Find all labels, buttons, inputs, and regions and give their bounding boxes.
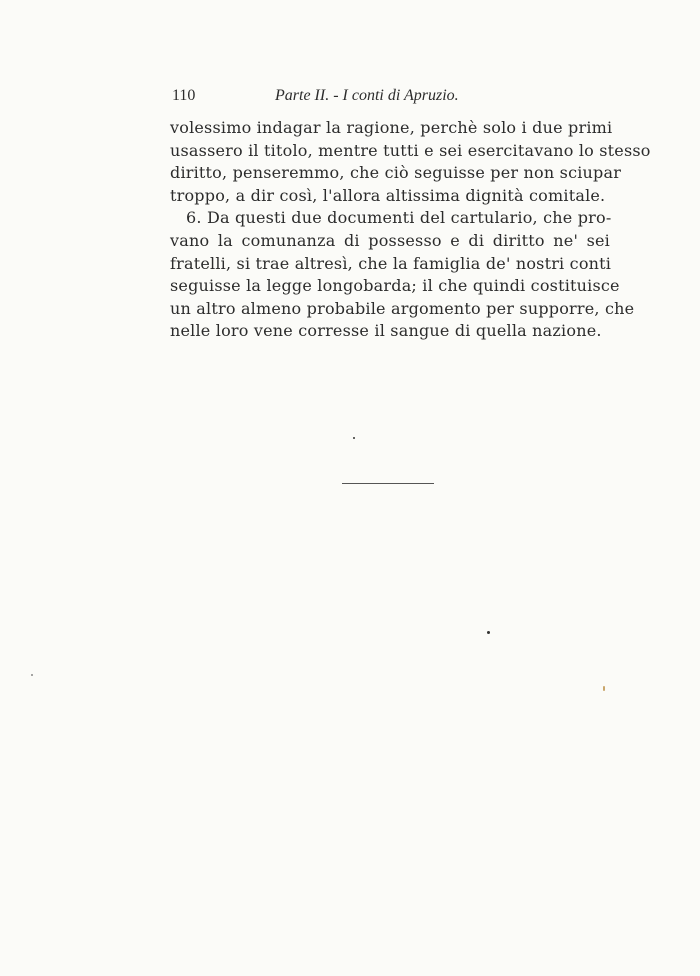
running-title: Parte II. - I conti di Apruzio.	[275, 87, 459, 104]
print-speck	[31, 674, 33, 676]
print-speck	[487, 631, 490, 634]
print-speck	[603, 686, 605, 691]
text-line: fratelli, si trae altresì, che la famiglia de' nostri conti	[170, 253, 612, 273]
text-line: troppo, a dir così, l'allora altissima dignità comitale.	[170, 185, 606, 205]
text-line: usassero il titolo, mentre tutti e sei esercitavano lo stesso	[170, 140, 651, 160]
running-head	[170, 87, 610, 107]
body-text	[170, 117, 651, 343]
paragraph-2	[170, 207, 635, 343]
text-line: 6. Da questi due documenti del cartulario, che pro-	[186, 208, 612, 228]
paragraph-1	[170, 117, 651, 207]
print-speck	[353, 437, 355, 439]
text-line: seguisse la legge longobarda; il che quindi costituisce	[170, 276, 620, 296]
text-line: un altro almeno probabile argomento per supporre, che	[170, 298, 635, 318]
text-line: vano la comunanza di possesso e di diritto ne' sei	[170, 230, 610, 250]
page-number: 110	[172, 87, 196, 104]
text-line: nelle loro vene corresse il sangue di quella nazione.	[170, 321, 602, 341]
text-line: diritto, penseremmo, che ciò seguisse per non sciupar	[170, 163, 622, 183]
text-line: volessimo indagar la ragione, perchè solo i due primi	[170, 118, 613, 137]
section-end-rule	[342, 483, 434, 484]
